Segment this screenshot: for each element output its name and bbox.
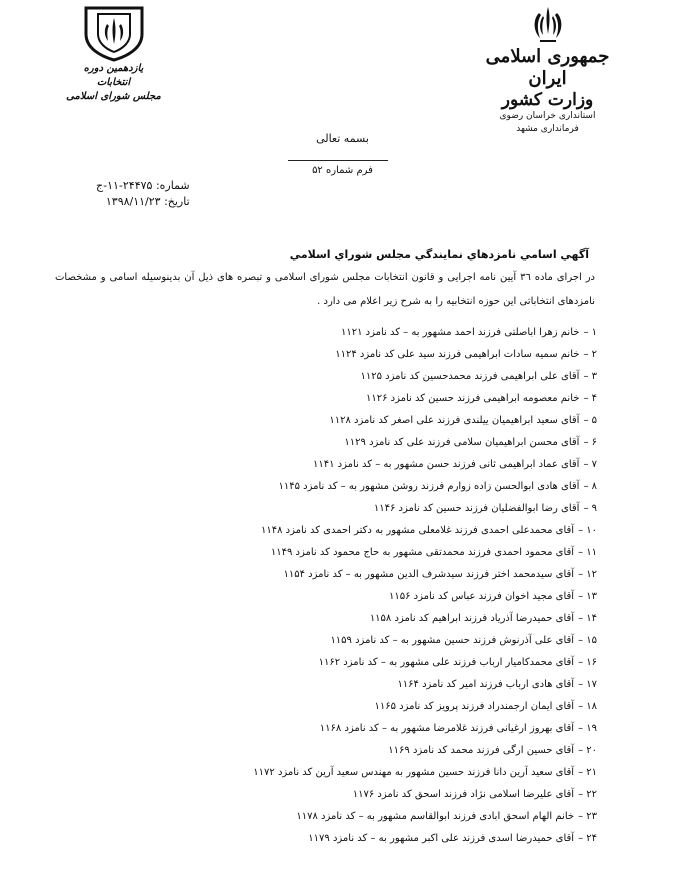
candidate-item <box>97 432 597 454</box>
candidate-number: ۱۷ – <box>578 679 597 690</box>
candidate-item <box>97 542 597 564</box>
candidate-number: ۱۲ – <box>578 569 597 580</box>
candidate-item <box>97 476 597 498</box>
candidate-number: ۹ – <box>583 503 597 514</box>
candidate-number: ۲۴ – <box>578 833 597 844</box>
letter-date-value: ۱۳۹۸/۱۱/۲۳ <box>105 195 161 208</box>
candidate-item <box>97 608 597 630</box>
candidate-item <box>97 674 597 696</box>
candidate-text: آقای علیرضا اسلامی نژاد فرزند اسحق کد نامزد ۱۱۷۶ <box>352 789 575 800</box>
candidate-text: آقای محسن ابراهیمیان سلامی فرزند علی کد نامزد ۱۱۲۹ <box>344 437 580 448</box>
candidate-text: آقای عماد ابراهیمی ثانی فرزند حسن مشهور به – کد نامزد ۱۱۴۱ <box>313 459 580 470</box>
bismillah-heading: بسمه تعالی <box>316 132 369 145</box>
candidate-number: ۷ – <box>583 459 597 470</box>
candidate-text: آقای سیدمحمد اختر فرزند سیدشرف الدین مشهور به – کد نامزد ۱۱۵۴ <box>283 569 575 580</box>
candidate-item <box>97 784 597 806</box>
candidate-number: ۲۲ – <box>578 789 597 800</box>
election-title-line2: مجلس شورای اسلامی <box>66 91 161 102</box>
candidate-text: آقای حسین ارگی فرزند محمد کد نامزد ۱۱۶۹ <box>388 745 575 756</box>
candidate-item <box>97 366 597 388</box>
candidate-text: آقای هادی ارباب فرزند امیر کد نامزد ۱۱۶۴ <box>397 679 575 690</box>
candidate-number: ۲ – <box>583 349 597 360</box>
candidate-text: خانم سمیه سادات ابراهیمی فرزند سید علی کد نامزد ۱۱۲۴ <box>335 349 580 360</box>
candidate-text: آقای حمیدرضا اسدی فرزند علی اکبر مشهور به – کد نامزد ۱۱۷۹ <box>308 833 575 844</box>
candidate-item <box>97 586 597 608</box>
candidate-number: ۱۱ – <box>578 547 597 558</box>
candidate-number: ۱۰ – <box>578 525 597 536</box>
candidate-number: ۵ – <box>583 415 597 426</box>
candidate-list <box>97 322 597 850</box>
candidate-item <box>97 454 597 476</box>
candidate-item <box>97 344 597 366</box>
ministry-title: وزارت کشور <box>501 90 594 110</box>
election-title-line1: یازدهمین دوره انتخابات <box>83 63 144 88</box>
candidate-text: آقای علی آذرنوش فرزند حسین مشهور به – کد نامزد ۱۱۵۹ <box>330 635 575 646</box>
candidate-text: آقای رضا ابوالفضلیان فرزند حسین کد نامزد ۱۱۴۶ <box>373 503 580 514</box>
candidate-item <box>97 828 597 850</box>
document-meta <box>96 178 190 210</box>
letter-date-row <box>96 194 190 210</box>
candidate-item <box>97 410 597 432</box>
candidate-item <box>97 322 597 344</box>
candidate-item <box>97 696 597 718</box>
candidate-item <box>97 388 597 410</box>
government-header <box>480 4 615 136</box>
letter-number-row <box>96 178 190 194</box>
candidate-item <box>97 740 597 762</box>
letter-date-label: تاریخ: <box>164 195 190 208</box>
candidate-number: ۱۹ – <box>578 723 597 734</box>
candidate-text: آقای هادی ابوالحسن زاده زوارم فرزند روشن مشهور به – کد نامزد ۱۱۴۵ <box>278 481 580 492</box>
candidate-text: آقای سعید ابراهیمیان ییلندی فرزند علی اصغر کد نامزد ۱۱۲۸ <box>329 415 580 426</box>
candidate-number: ۱۵ – <box>578 635 597 646</box>
letter-number-value: ۲۴۴۷۵-۱۱-ج <box>96 179 153 192</box>
candidate-item <box>97 652 597 674</box>
candidate-text: آقای حمیدرضا آذریاد فرزند ابراهیم کد نامزد ۱۱۵۸ <box>369 613 575 624</box>
candidate-number: ۲۱ – <box>578 767 597 778</box>
candidate-number: ۲۳ – <box>578 811 597 822</box>
election-header <box>66 4 161 104</box>
candidate-text: آقای محمدعلی احمدی فرزند غلامعلی مشهور به دکتر احمدی کد نامزد ۱۱۴۸ <box>260 525 575 536</box>
candidate-item <box>97 718 597 740</box>
candidate-item <box>97 564 597 586</box>
candidate-text: آقای علی ابراهیمی فرزند محمدحسین کد نامزد ۱۱۲۵ <box>360 371 580 382</box>
candidate-item <box>97 806 597 828</box>
governorate-name: استانداری خراسان رضوی <box>499 111 596 121</box>
candidate-item <box>97 520 597 542</box>
letter-number-label: شماره: <box>155 179 190 192</box>
candidate-number: ۱۳ – <box>578 591 597 602</box>
candidate-item <box>97 762 597 784</box>
candidate-text: آقای بهروز ارغیانی فرزند غلامرضا مشهور به – کد نامزد ۱۱۶۸ <box>319 723 575 734</box>
candidate-text: آقای ایمان ارجمندراد فرزند پرویز کد نامزد ۱۱۶۵ <box>374 701 575 712</box>
candidate-number: ۱۴ – <box>578 613 597 624</box>
candidate-text: خانم الهام اسحق ابادی فرزند ابوالقاسم مشهور به – کد نامزد ۱۱۷۸ <box>296 811 575 822</box>
candidate-item <box>97 630 597 652</box>
candidate-number: ۲۰ – <box>578 745 597 756</box>
announcement-intro: در اجرای ماده ٣٦ آیین نامه اجرایی و قانون انتخابات مجلس شورای اسلامی و تبصره های ذیل آن بدینوسیله اسامی و مشخصات نامزدهای انتخاباتی این حوزه انتخابیه را به شرح زیر اعلام می دارد . <box>55 272 595 307</box>
candidate-text: آقای مجید اخوان فرزند عباس کد نامزد ۱۱۵۶ <box>389 591 575 602</box>
candidate-text: خانم زهرا اباصلتی فرزند احمد مشهور به – کد نامزد ۱۱۲۱ <box>340 327 580 338</box>
candidate-number: ۴ – <box>583 393 597 404</box>
candidate-text: آقای سعید آرین دانا فرزند حسین مشهور به مهندس سعید آرین کد نامزد ۱۱۷۲ <box>253 767 575 778</box>
islamic-republic-emblem-icon <box>525 4 571 50</box>
candidate-number: ۱۶ – <box>578 657 597 668</box>
form-number: فرم شماره ۵۲ <box>312 165 373 176</box>
candidate-number: ۳ – <box>583 371 597 382</box>
form-underline <box>288 160 388 161</box>
country-title: جمهوری اسلامی ایران <box>485 46 610 89</box>
candidate-text: آقای محمدکامیار ارباب فرزند علی مشهور به – کد نامزد ۱۱۶۲ <box>318 657 575 668</box>
candidate-item <box>97 498 597 520</box>
announcement-title: آگهي اسامي نامزدهاي نمايندگي مجلس شوراي اسلامي <box>289 248 589 261</box>
majlis-election-logo-icon <box>78 4 150 62</box>
candidate-number: ۱ – <box>583 327 597 338</box>
candidate-number: ۶ – <box>583 437 597 448</box>
candidate-number: ۸ – <box>583 481 597 492</box>
candidate-number: ۱۸ – <box>578 701 597 712</box>
county-office-name: فرمانداری مشهد <box>516 124 579 134</box>
candidate-text: خانم معصومه ابراهیمی فرزند حسین کد نامزد ۱۱۲۶ <box>365 393 580 404</box>
candidate-text: آقای محمود احمدی فرزند محمدتقی مشهور به حاج محمود کد نامزد ۱۱۴۹ <box>270 547 575 558</box>
